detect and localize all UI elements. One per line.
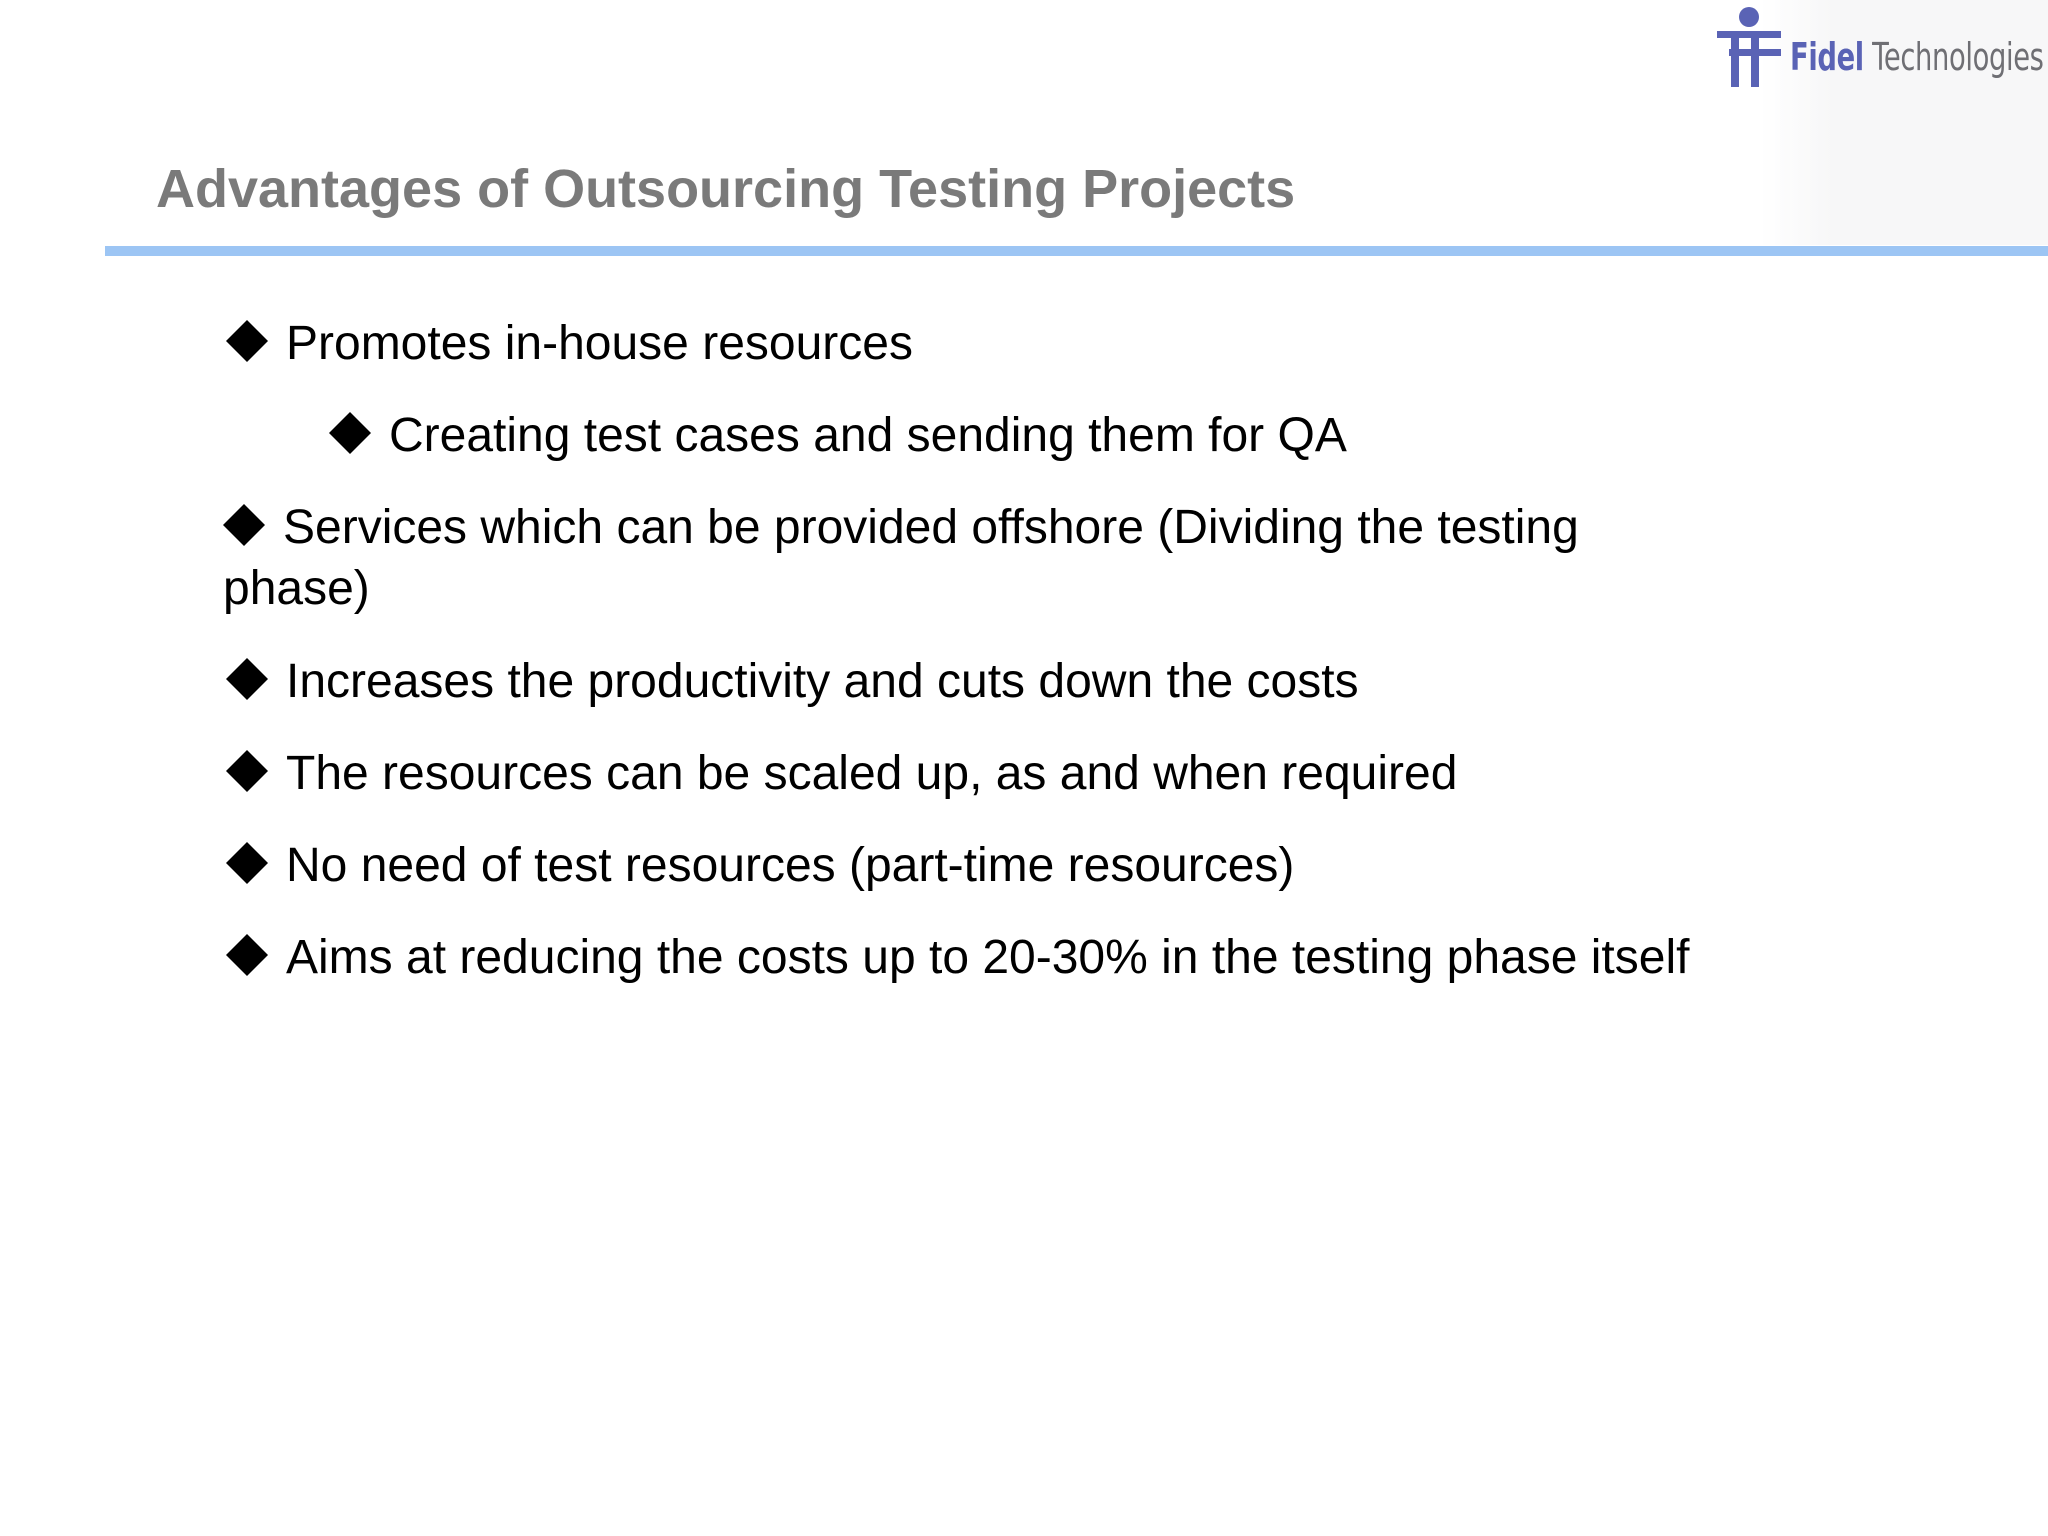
bullet-item-6	[226, 835, 1294, 896]
diamond-bullet-icon	[226, 842, 268, 884]
diamond-bullet-icon	[226, 750, 268, 792]
bullet-text: The resources can be scaled up, as and when required	[286, 747, 1458, 800]
diamond-bullet-icon	[226, 658, 268, 700]
bullet-text: Increases the productivity and cuts down the costs	[286, 655, 1359, 708]
bullet-item-1	[226, 313, 913, 374]
company-name-rest: Technologies	[1872, 35, 2044, 79]
bullet-text: Creating test cases and sending them for QA	[389, 409, 1347, 462]
company-name-brand: Fidel	[1790, 35, 1864, 79]
bullet-text: Promotes in-house resources	[286, 317, 913, 370]
bullet-text: Services which can be provided offshore (Dividing the testing phase)	[223, 501, 1579, 615]
diamond-bullet-icon	[329, 412, 371, 454]
diamond-bullet-icon	[226, 934, 268, 976]
diamond-bullet-icon	[223, 504, 265, 546]
bullet-text: No need of test resources (part-time resources)	[286, 839, 1295, 892]
bullet-item-2	[329, 405, 1347, 466]
bullet-item-3	[223, 497, 1733, 619]
bullet-item-5	[226, 743, 1457, 804]
bullet-text: Aims at reducing the costs up to 20-30% in the testing phase itself	[286, 931, 1690, 984]
bullet-item-4	[226, 651, 1359, 712]
diamond-bullet-icon	[226, 320, 268, 362]
slide-title: Advantages of Outsourcing Testing Projects	[156, 159, 1296, 219]
bullet-item-7	[226, 927, 1689, 988]
